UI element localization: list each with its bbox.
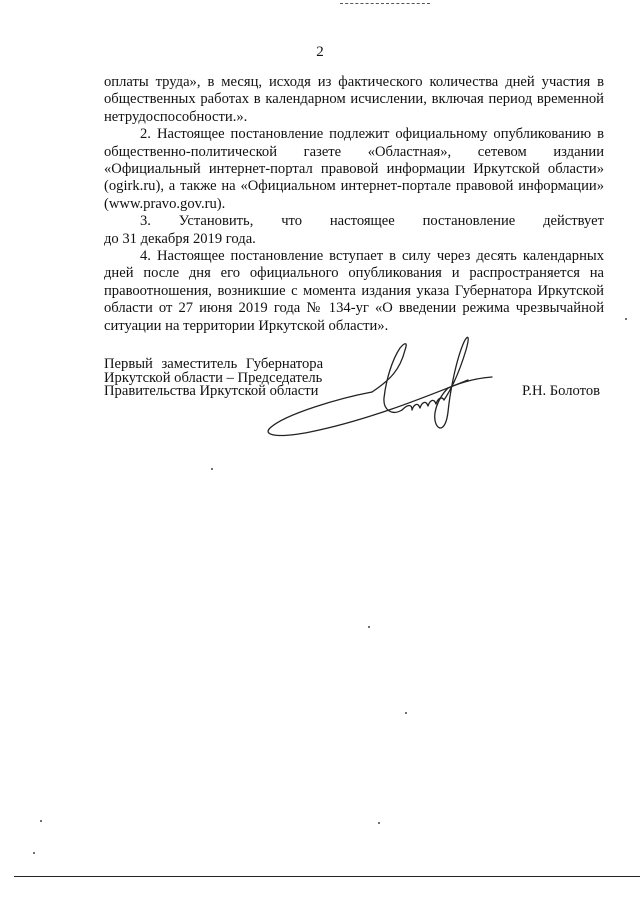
- signatory-position-line: Первый заместитель Губернатора: [104, 356, 324, 372]
- paragraph-line: 2. Настоящее постановление подлежит официальному опубликованию в: [140, 126, 604, 143]
- paragraph-line: дней после дня его официального опубликования и распространяется на: [104, 265, 604, 282]
- scan-speck: [33, 852, 35, 854]
- scan-speck: [211, 468, 213, 470]
- paragraph-line: до 31 декабря 2019 года.: [104, 230, 256, 247]
- paragraph-line: 3. Установить, что настоящее постановление действует: [140, 213, 604, 230]
- paragraph-line: общественно-политической газете «Областная», сетевом издании: [104, 143, 604, 160]
- scan-speck: [368, 626, 370, 628]
- paragraph-line: нетрудоспособности.».: [104, 108, 248, 125]
- paragraph-line: общественных работах в календарном исчислении, включая период временной: [104, 91, 604, 108]
- page-bottom-rule: [14, 876, 640, 877]
- paragraph-line: оплаты труда», в месяц, исходя из фактического количества дней участия в: [104, 74, 604, 90]
- paragraph-line: 4. Настоящее постановление вступает в силу через десять календарных: [140, 248, 604, 265]
- paragraph-line: «Официальный интернет-портал правовой информации Иркутской области»: [104, 161, 604, 178]
- paragraph-line: ситуации на территории Иркутской области».: [104, 317, 389, 334]
- paragraph-line: области от 27 июня 2019 года № 134-уг «О введении режима чрезвычайной: [104, 300, 604, 317]
- scan-speck: [40, 820, 42, 822]
- paragraph-line: правоотношения, возникшие с момента издания указа Губернатора Иркутской: [104, 282, 604, 299]
- scan-speck: [378, 822, 380, 824]
- signatory-position-line: Правительства Иркутской области: [104, 383, 319, 400]
- paragraph-line: (www.pravo.gov.ru).: [104, 195, 226, 212]
- scan-speck: [625, 318, 627, 320]
- signatory-position-line: Иркутской области – Председатель: [104, 369, 323, 386]
- paragraph-line: (ogirk.ru), а также на «Официальном интернет-портале правовой информации»: [104, 178, 604, 195]
- page-number: 2: [316, 44, 324, 60]
- scan-speck: [405, 712, 407, 714]
- signatory-name: Р.Н. Болотов: [522, 383, 601, 399]
